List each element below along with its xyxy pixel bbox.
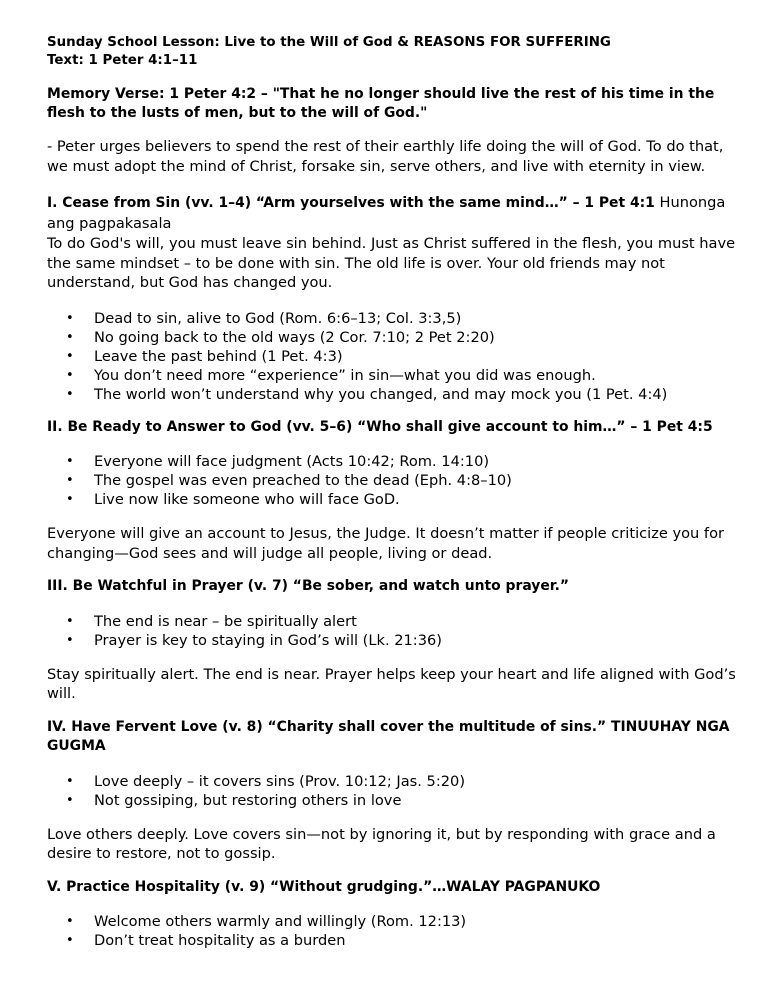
section-1-bullets [47,309,737,404]
document-page [47,34,737,950]
bullet-item: • No going back to the old ways (2 Cor. 7:10; 2 Pet 2:20) [47,328,737,347]
bullet-item: • Dead to sin, alive to God (Rom. 6:6–13; Col. 3:3,5) [47,309,737,328]
bullet-item: • Welcome others warmly and willingly (Rom. 12:13) [47,912,737,931]
section-5-heading [47,878,737,898]
section-4-bullets [47,772,737,810]
section-3-heading-text: III. Be Watchful in Prayer (v. 7) “Be sober, and watch unto prayer.” [47,578,570,594]
section-2-summary: Everyone will give an account to Jesus, the Judge. It doesn’t matter if people criticize you for changing—God sees and will judge all people, living or dead. [47,525,724,562]
section-2-heading-text: II. Be Ready to Answer to God (vv. 5–6) “Who shall give account to him…” – 1 Pet 4:5 [47,418,713,435]
intro-paragraph: - Peter urges believers to spend the rest of their earthly life doing the will of God. To do that, we must adopt the mind of Christ, forsake sin, serve others, and live with eternity in view. [47,138,724,175]
section-5-heading-text: V. Practice Hospitality (v. 9) “Without grudging.”…WALAY PAGPANUKO [47,878,601,895]
section-4-heading-text: IV. Have Fervent Love (v. 8) “Charity shall cover the multitude of sins.” TINUUHAY NGA GUGMA [47,718,730,754]
section-1-lead: To do God's will, you must leave sin behind. Just as Christ suffered in the flesh, you must have the same mindset – to be done with sin. The old life is over. Your old friends may not understand, but God has changed you. [47,235,736,291]
bullet-item: • Not gossiping, but restoring others in love [47,791,737,810]
bullet-item: • The world won’t understand why you changed, and may mock you (1 Pet. 4:4) [47,385,737,404]
section-1-heading-extra: Hunonga ang pagpakasala [47,194,726,232]
section-2-heading [47,418,737,438]
bullet-item: • Love deeply – it covers sins (Prov. 10:12; Jas. 5:20) [47,772,737,791]
bullet-item: • Prayer is key to staying in God’s will (Lk. 21:36) [47,631,737,650]
bullet-item: • Everyone will face judgment (Acts 10:42; Rom. 14:10) [47,452,737,471]
section-1-heading-text: I. Cease from Sin (vv. 1–4) “Arm yourselves with the same mind…” – 1 Pet 4:1 [47,195,655,211]
bullet-item: • Live now like someone who will face GoD. [47,490,737,509]
section-3-heading [47,577,737,597]
bullet-item: • The end is near – be spiritually alert [47,612,737,631]
section-5-bullets [47,912,737,950]
section-1-heading [47,193,737,234]
section-2-bullets [47,452,737,509]
bullet-item: • The gospel was even preached to the dead (Eph. 4:8–10) [47,471,737,490]
section-4-summary: Love others deeply. Love covers sin—not by ignoring it, but by responding with grace and a desire to restore, not to gossip. [47,825,716,862]
section-3-summary: Stay spiritually alert. The end is near. Prayer helps keep your heart and life aligned with God’s will. [47,665,736,702]
memory-verse: Memory Verse: 1 Peter 4:2 – "That he no longer should live the rest of his time in the flesh to the lusts of men, but to the will of God." [47,86,715,121]
lesson-title-line: Sunday School Lesson: Live to the Will of God & REASONS FOR SUFFERING [47,35,611,50]
lesson-title [47,34,737,70]
lesson-text-reference: Text: 1 Peter 4:1–11 [47,53,198,68]
bullet-item: • Leave the past behind (1 Pet. 4:3) [47,347,737,366]
section-4-heading [47,718,737,757]
bullet-item: • You don’t need more “experience” in sin—what you did was enough. [47,366,737,385]
bullet-item: • Don’t treat hospitality as a burden [47,931,737,950]
section-3-bullets [47,612,737,650]
